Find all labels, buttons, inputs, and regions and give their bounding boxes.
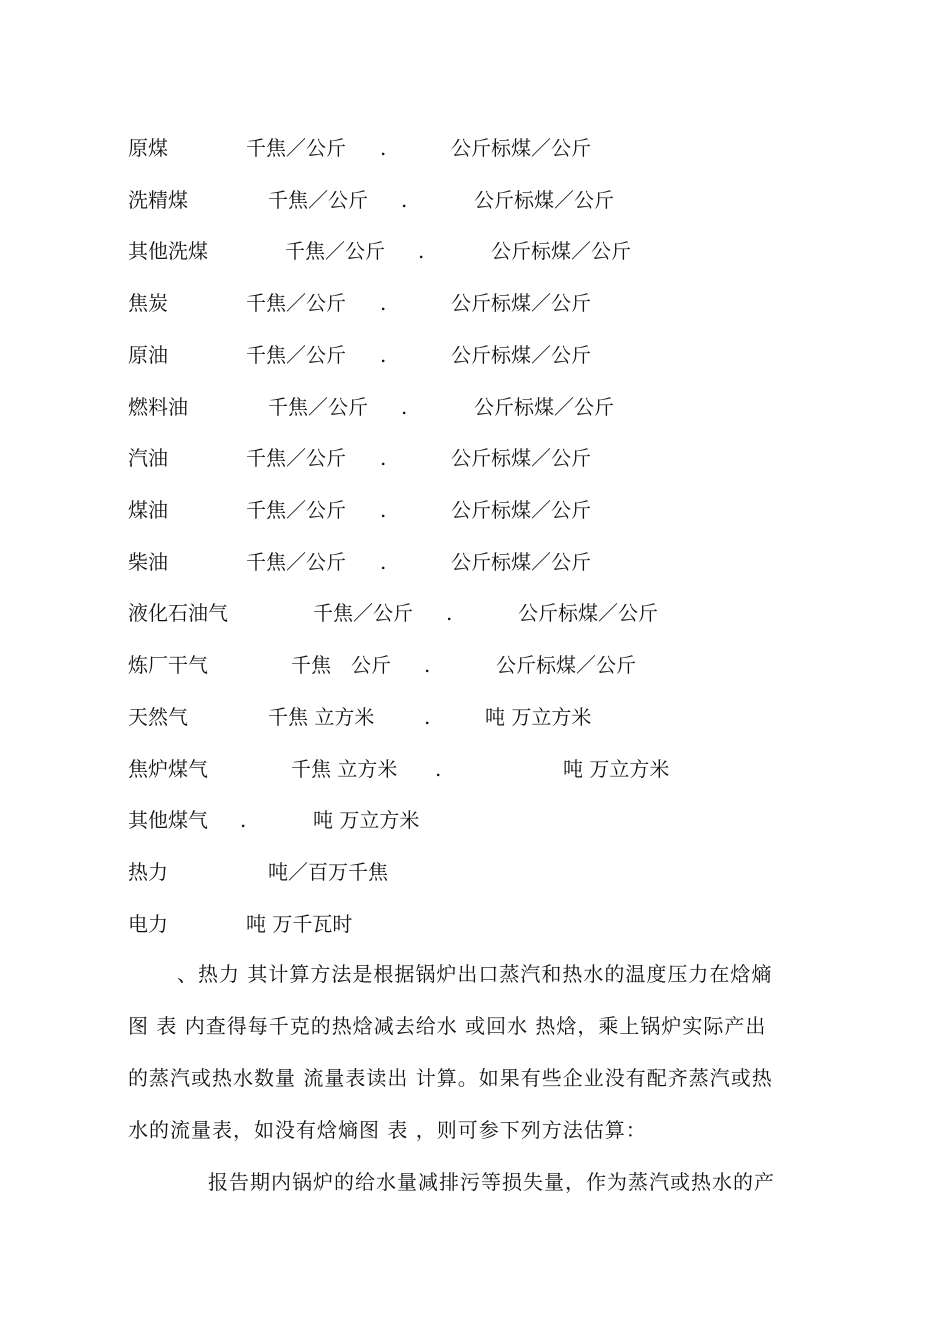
dot: . bbox=[401, 395, 408, 419]
dot: . bbox=[380, 446, 387, 470]
heat-unit: 千焦／公斤 bbox=[285, 239, 385, 263]
dot: . bbox=[401, 188, 408, 212]
dot: . bbox=[435, 757, 442, 781]
paragraph-line: 水的流量表，如没有焓熵图 表 ，则可参下列方法估算： bbox=[128, 1118, 647, 1142]
row-chaiyou bbox=[128, 547, 828, 577]
heat-unit: 吨 万千瓦时 bbox=[246, 912, 353, 936]
row-yuanyou bbox=[128, 340, 828, 370]
coal-unit: 公斤标煤／公斤 bbox=[491, 239, 631, 263]
dot: . bbox=[380, 136, 387, 160]
row-qitameiqi bbox=[128, 805, 828, 835]
dot: . bbox=[380, 343, 387, 367]
row-tianranqi bbox=[128, 702, 828, 732]
row-ranliaoyou bbox=[128, 392, 828, 422]
heat-unit: 千焦／公斤 bbox=[246, 291, 346, 315]
row-jiaolumeiqi bbox=[128, 754, 828, 784]
coal-unit: 吨 万立方米 bbox=[313, 808, 420, 832]
fuel-name: 汽油 bbox=[128, 446, 168, 470]
coal-unit: 公斤标煤／公斤 bbox=[474, 395, 614, 419]
coal-unit: 公斤标煤／公斤 bbox=[451, 498, 591, 522]
heat-unit: 千焦／公斤 bbox=[313, 601, 413, 625]
heat-unit: 千焦 立方米 bbox=[291, 757, 398, 781]
row-dianli bbox=[128, 909, 828, 939]
dot: . bbox=[380, 291, 387, 315]
fuel-name: 原煤 bbox=[128, 136, 168, 160]
fuel-name: 电力 bbox=[128, 912, 168, 936]
dot: . bbox=[446, 601, 453, 625]
dot: . bbox=[418, 239, 425, 263]
dot: . bbox=[424, 653, 431, 677]
coal-unit: 公斤标煤／公斤 bbox=[474, 188, 614, 212]
paragraph-line: 、热力 其计算方法是根据锅炉出口蒸汽和热水的温度压力在焓熵 bbox=[156, 962, 773, 986]
fuel-name: 煤油 bbox=[128, 498, 168, 522]
coal-unit: 公斤标煤／公斤 bbox=[451, 446, 591, 470]
heat-unit: 千焦／公斤 bbox=[246, 498, 346, 522]
paragraph-heat-method bbox=[128, 948, 828, 1156]
coal-unit: 公斤标煤／公斤 bbox=[451, 550, 591, 574]
fuel-name: 热力 bbox=[128, 860, 168, 884]
fuel-name: 原油 bbox=[128, 343, 168, 367]
row-reli bbox=[128, 857, 828, 887]
paragraph-line: 图 表 内查得每千克的热焓减去给水 或回水 热焓，乘上锅炉实际产出 bbox=[128, 1014, 767, 1038]
coal-unit: 公斤标煤／公斤 bbox=[451, 343, 591, 367]
row-qitaximei bbox=[128, 236, 828, 266]
paragraph-line: 的蒸汽或热水数量 流量表读出 计算。如果有些企业没有配齐蒸汽或热 bbox=[128, 1066, 773, 1090]
coal-unit: 公斤标煤／公斤 bbox=[451, 136, 591, 160]
dot: . bbox=[380, 550, 387, 574]
fuel-name: 洗精煤 bbox=[128, 188, 188, 212]
fuel-name: 天然气 bbox=[128, 705, 188, 729]
row-qiyou bbox=[128, 443, 828, 473]
coal-unit: 吨 万立方米 bbox=[485, 705, 592, 729]
fuel-name: 柴油 bbox=[128, 550, 168, 574]
fuel-name: 燃料油 bbox=[128, 395, 188, 419]
fuel-name: 液化石油气 bbox=[128, 601, 228, 625]
row-meiyou bbox=[128, 495, 828, 525]
paragraph-line: 报告期内锅炉的给水量减排污等损失量，作为蒸汽或热水的产 bbox=[208, 1170, 775, 1194]
heat-unit: 千焦 公斤 bbox=[291, 653, 391, 677]
dot: . bbox=[380, 498, 387, 522]
row-yuanmei bbox=[128, 133, 828, 163]
heat-unit: 千焦／公斤 bbox=[246, 550, 346, 574]
row-yehuashiyouqi bbox=[128, 598, 828, 628]
paragraph-estimate bbox=[128, 1156, 828, 1208]
dot: . bbox=[424, 705, 431, 729]
fuel-name: 其他煤气 bbox=[128, 808, 208, 832]
fuel-name: 炼厂干气 bbox=[128, 653, 208, 677]
row-xijingmei bbox=[128, 185, 828, 215]
coal-unit: 吨 万立方米 bbox=[563, 757, 670, 781]
coal-unit: 公斤标煤／公斤 bbox=[496, 653, 636, 677]
fuel-name: 焦炉煤气 bbox=[128, 757, 208, 781]
heat-unit: 千焦／公斤 bbox=[246, 136, 346, 160]
heat-unit: 千焦／公斤 bbox=[246, 446, 346, 470]
coal-unit: 公斤标煤／公斤 bbox=[451, 291, 591, 315]
heat-unit: 吨／百万千焦 bbox=[268, 860, 388, 884]
dot: . bbox=[240, 808, 247, 832]
coal-unit: 公斤标煤／公斤 bbox=[518, 601, 658, 625]
heat-unit: 千焦 立方米 bbox=[268, 705, 375, 729]
heat-unit: 千焦／公斤 bbox=[268, 188, 368, 212]
heat-unit: 千焦／公斤 bbox=[246, 343, 346, 367]
fuel-name: 焦炭 bbox=[128, 291, 168, 315]
heat-unit: 千焦／公斤 bbox=[268, 395, 368, 419]
row-jiaotan bbox=[128, 288, 828, 318]
row-lianchanganqi bbox=[128, 650, 828, 680]
fuel-name: 其他洗煤 bbox=[128, 239, 208, 263]
